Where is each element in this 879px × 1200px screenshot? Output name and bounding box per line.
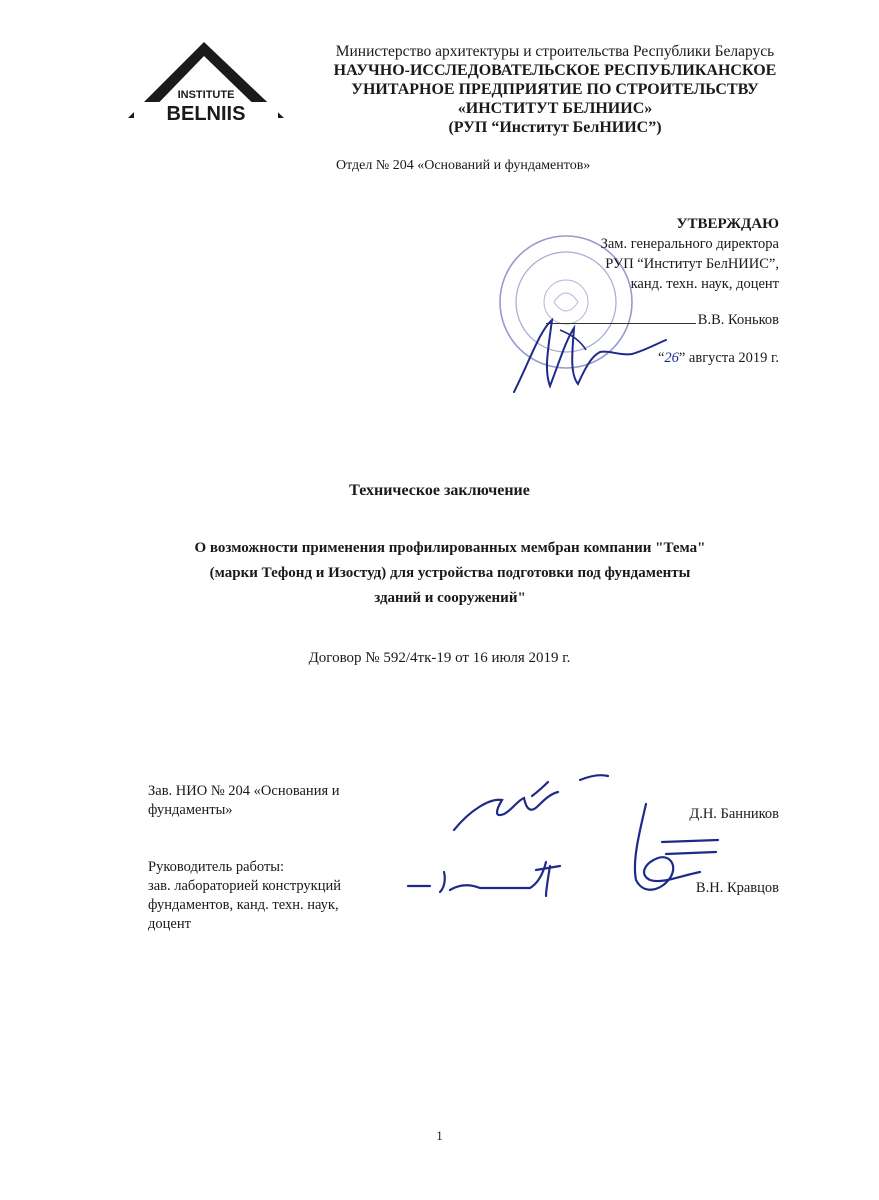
approval-title: УТВЕРЖДАЮ <box>676 216 779 232</box>
subject-line-1: О возможности применения профилированных мембран компании "Тема" <box>194 540 706 556</box>
signatory-2-position <box>148 858 398 934</box>
signatory-2-line-1: Руководитель работы: <box>148 859 285 875</box>
signatory-1-line-1: Зав. НИО № 204 «Основания и <box>148 783 340 799</box>
approval-signature-icon <box>500 300 680 400</box>
contract-reference: Договор № 592/4тк-19 от 16 июля 2019 г. <box>308 650 571 666</box>
document-title: Техническое заключение <box>349 482 530 499</box>
approval-signer-name: В.В. Коньков <box>697 312 779 328</box>
page-number: 1 <box>436 1128 443 1143</box>
org-line-2: УНИТАРНОЕ ПРЕДПРИЯТИЕ ПО СТРОИТЕЛЬСТВУ <box>351 81 759 98</box>
institute-logo <box>128 38 284 126</box>
date-day-handwritten: 26 <box>664 350 679 366</box>
ministry-line: Министерство архитектуры и строительства Республики Беларусь <box>335 43 775 60</box>
signatory-2-line-4: доцент <box>148 916 191 932</box>
org-line-1: НАУЧНО-ИССЛЕДОВАТЕЛЬСКОЕ РЕСПУБЛИКАНСКОЕ <box>333 62 777 79</box>
date-open-quote: “ <box>657 350 665 366</box>
signatory-1-line-2: фундаменты» <box>148 802 233 818</box>
signatory-2-name: В.Н. Кравцов <box>695 880 779 896</box>
department-line: Отдел № 204 «Оснований и фундаментов» <box>336 158 591 173</box>
signatory-1-position <box>148 782 398 820</box>
approval-position-line: Зам. генерального директора <box>600 236 779 252</box>
logo-text-belniis: BELNIIS <box>166 103 246 125</box>
date-month-year: ” августа 2019 г. <box>678 350 779 366</box>
logo-roof-icon <box>128 38 284 126</box>
org-line-4: (РУП “Институт БелНИИС”) <box>448 119 662 136</box>
subject-line-2: (марки Тефонд и Изостуд) для устройства подготовки под фундаменты <box>209 565 691 581</box>
signatory-2-line-3: фундаментов, канд. техн. наук, <box>148 897 339 913</box>
signatory-1-name: Д.Н. Банников <box>689 806 779 822</box>
logo-text-institute: INSTITUTE <box>177 89 235 101</box>
signatory-2-line-2: зав. лабораторией конструкций <box>148 878 341 894</box>
approval-organization-line: РУП “Институт БелНИИС”, <box>605 256 779 272</box>
subject-line-3: зданий и сооружений" <box>374 590 526 606</box>
organization-header <box>300 42 810 137</box>
approval-degree-line: канд. техн. наук, доцент <box>630 276 779 292</box>
signature-2-icon <box>400 800 730 910</box>
org-line-3: «ИНСТИТУТ БЕЛНИИС» <box>457 100 653 117</box>
document-subject <box>150 536 750 611</box>
